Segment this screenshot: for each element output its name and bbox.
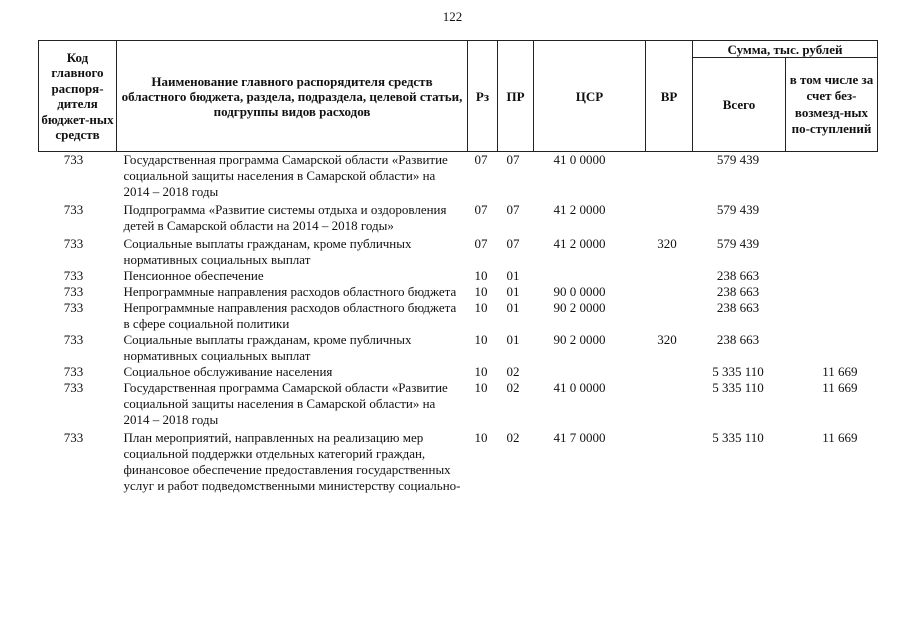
- row-free: [786, 332, 878, 364]
- row-free: 11 669: [822, 364, 858, 379]
- row-total: 238 663: [716, 284, 760, 299]
- row-pr: 07: [506, 152, 520, 167]
- row-code: 733: [63, 284, 84, 299]
- row-vr: 320: [657, 236, 677, 251]
- row-csr: [534, 364, 646, 380]
- row-name: Подпрограмма «Развитие системы отдыха и оздоровления детей в Самарской области на 2014 – 2018 годы»: [123, 202, 447, 233]
- row-total: 5 335 110: [712, 364, 764, 379]
- row-free: [786, 284, 878, 300]
- row-rz: 10: [474, 284, 488, 299]
- row-pr: 02: [506, 430, 520, 445]
- row-vr: [646, 268, 693, 284]
- row-pr: 01: [506, 300, 520, 315]
- row-csr: 90 0 0000: [553, 284, 606, 299]
- table-row: [39, 268, 878, 284]
- row-total: 5 335 110: [712, 430, 764, 445]
- row-csr: 41 0 0000: [553, 152, 606, 167]
- row-free: 11 669: [822, 380, 858, 395]
- row-name: Социальные выплаты гражданам, кроме публичных нормативных социальных выплат: [123, 332, 412, 363]
- budget-table: [38, 40, 878, 494]
- row-free: [786, 268, 878, 284]
- table-row: [39, 428, 878, 494]
- table-row: [39, 284, 878, 300]
- row-code: 733: [63, 202, 84, 217]
- row-rz: 07: [474, 202, 488, 217]
- row-pr: 02: [506, 364, 520, 379]
- header-total: Всего: [693, 58, 786, 152]
- row-name: Социальное обслуживание населения: [123, 364, 333, 379]
- row-total: 579 439: [716, 152, 760, 167]
- row-code: 733: [63, 268, 84, 283]
- row-pr: 07: [506, 202, 520, 217]
- row-free: 11 669: [822, 430, 858, 445]
- row-name: Пенсионное обеспечение: [123, 268, 264, 283]
- row-code: 733: [63, 430, 84, 445]
- row-csr: 41 2 0000: [553, 202, 606, 217]
- table-row: [39, 332, 878, 364]
- row-code: 733: [63, 236, 84, 251]
- row-csr: [534, 268, 646, 284]
- row-name: Государственная программа Самарской области «Развитие социальной защиты населения в Самарской области» на 2014 – 2018 годы: [123, 152, 448, 199]
- row-total: 238 663: [716, 332, 760, 347]
- row-free: [786, 234, 878, 268]
- row-vr: [646, 152, 693, 201]
- header-sum: Сумма, тыс. рублей: [693, 41, 878, 58]
- row-total: 579 439: [716, 202, 760, 217]
- row-csr: 90 2 0000: [553, 332, 606, 347]
- header-name: Наименование главного распорядителя средств областного бюджета, раздела, подраздела, целевой статьи, подгруппы видов расходов: [117, 41, 468, 152]
- row-code: 733: [63, 300, 84, 315]
- row-rz: 10: [474, 332, 488, 347]
- table-row: [39, 152, 878, 201]
- row-pr: 01: [506, 284, 520, 299]
- table-row: [39, 234, 878, 268]
- row-name: Непрограммные направления расходов областного бюджета в сфере социальной политики: [123, 300, 457, 331]
- row-vr: [646, 364, 693, 380]
- row-free: [786, 300, 878, 332]
- row-code: 733: [63, 152, 84, 167]
- row-vr: 320: [657, 332, 677, 347]
- table-header: [39, 41, 878, 152]
- row-total: 5 335 110: [712, 380, 764, 395]
- row-free: [786, 200, 878, 234]
- table-row: [39, 300, 878, 332]
- row-rz: 10: [474, 364, 488, 379]
- row-vr: [646, 428, 693, 494]
- row-free: [786, 152, 878, 201]
- table-row: [39, 380, 878, 428]
- row-vr: [646, 284, 693, 300]
- page-number: 122: [442, 9, 463, 24]
- row-csr: 41 7 0000: [553, 430, 606, 445]
- row-csr: 90 2 0000: [553, 300, 606, 315]
- row-rz: 10: [474, 300, 488, 315]
- row-vr: [646, 300, 693, 332]
- header-pr: ПР: [498, 41, 534, 152]
- row-pr: 01: [506, 332, 520, 347]
- header-free: в том числе за счет без-возмезд-ных по-ступлений: [786, 58, 878, 152]
- row-name: План мероприятий, направленных на реализацию мер социальной поддержки отдельных категорий граждан, финансовое обеспечение предоставления государственных услуг и работ подведомственными министерству социально-: [123, 430, 461, 493]
- row-rz: 10: [474, 430, 488, 445]
- row-rz: 10: [474, 380, 488, 395]
- row-pr: 02: [506, 380, 520, 395]
- row-name: Государственная программа Самарской области «Развитие социальной защиты населения в Самарской области» на 2014 – 2018 годы: [123, 380, 448, 427]
- row-total: 579 439: [716, 236, 760, 251]
- row-rz: 10: [474, 268, 488, 283]
- row-code: 733: [63, 364, 84, 379]
- header-csr: ЦСР: [534, 41, 646, 152]
- table-row: [39, 200, 878, 234]
- row-code: 733: [63, 332, 84, 347]
- table-row: [39, 364, 878, 380]
- row-csr: 41 0 0000: [553, 380, 606, 395]
- row-name: Социальные выплаты гражданам, кроме публичных нормативных социальных выплат: [123, 236, 412, 267]
- row-vr: [646, 200, 693, 234]
- header-vr: ВР: [646, 41, 693, 152]
- header-rz: Рз: [468, 41, 498, 152]
- table-body: [39, 152, 878, 495]
- row-csr: 41 2 0000: [553, 236, 606, 251]
- row-pr: 07: [506, 236, 520, 251]
- row-vr: [646, 380, 693, 428]
- header-code: Код главного распоря-дителя бюджет-ных средств: [39, 41, 117, 152]
- row-total: 238 663: [716, 300, 760, 315]
- row-total: 238 663: [716, 268, 760, 283]
- row-name: Непрограммные направления расходов областного бюджета: [123, 284, 457, 299]
- row-rz: 07: [474, 152, 488, 167]
- row-pr: 01: [506, 268, 520, 283]
- row-rz: 07: [474, 236, 488, 251]
- row-code: 733: [63, 380, 84, 395]
